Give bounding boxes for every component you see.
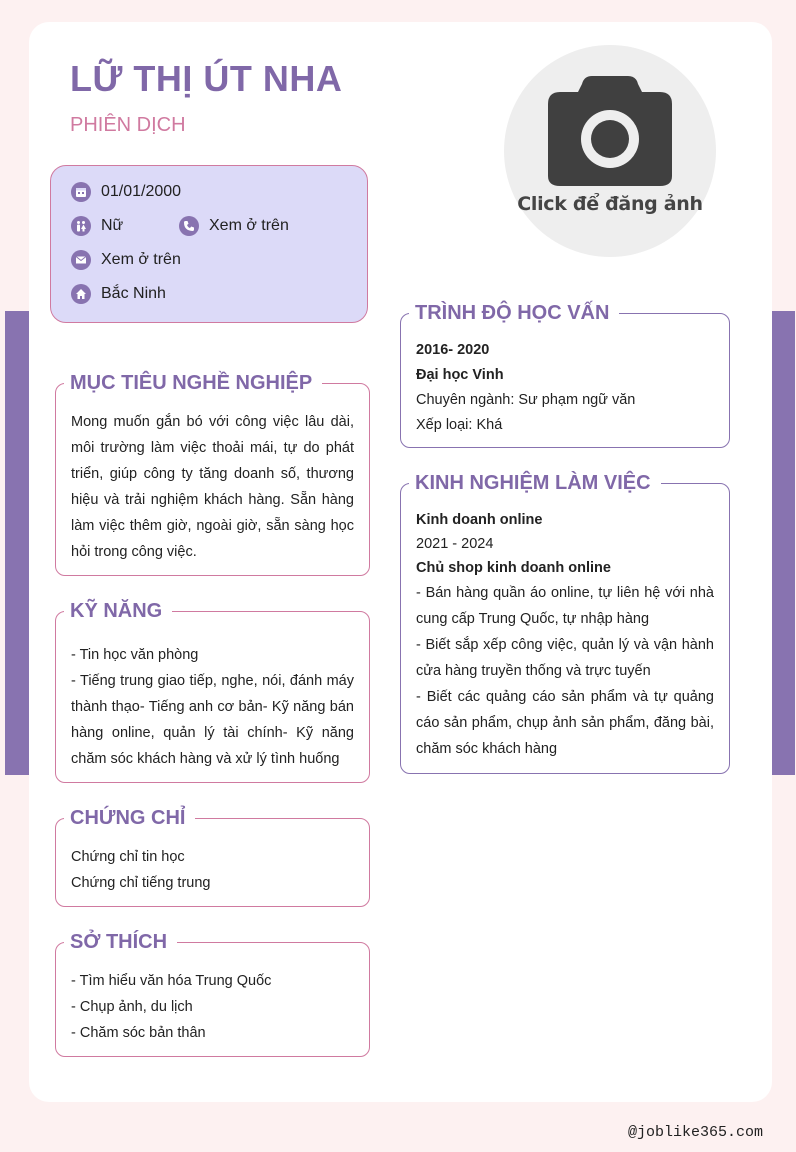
skills-item: - Tiếng trung giao tiếp, nghe, nói, đánh máy thành thạo- Tiếng anh cơ bản- Kỹ năng bán hàng online, quản lý tài chính- Kỹ năng chăm sóc khách hàng và xử lý tình huống <box>71 673 354 767</box>
objective-title: MỤC TIÊU NGHỀ NGHIỆP <box>64 370 322 396</box>
contact-gender <box>71 216 123 236</box>
education-period: 2016- 2020 <box>416 342 490 358</box>
contact-phone <box>179 216 289 236</box>
skills-section <box>55 600 370 783</box>
education-section <box>400 302 730 448</box>
experience-duty: - Biết các quảng cáo sản phẩm và tự quảng cáo sản phẩm, chụp ảnh sản phẩm, đăng bài, chăm sóc khách hàng <box>416 689 714 757</box>
skills-title: KỸ NĂNG <box>64 598 172 624</box>
objective-section <box>55 372 370 576</box>
contact-box <box>50 165 368 323</box>
hobbies-title: SỞ THÍCH <box>64 929 177 955</box>
certificates-title: CHỨNG CHỈ <box>64 805 195 831</box>
skills-item: - Tin học văn phòng <box>71 647 199 663</box>
certificate-item: Chứng chỉ tin học <box>71 849 185 865</box>
left-accent-band <box>5 311 29 775</box>
photo-upload[interactable] <box>504 45 716 257</box>
home-icon <box>71 284 91 304</box>
experience-period: 2021 - 2024 <box>416 536 494 552</box>
education-school: Đại học Vinh <box>416 367 504 383</box>
calendar-icon <box>71 182 91 202</box>
certificates-section <box>55 807 370 907</box>
contact-birthday-value: 01/01/2000 <box>101 183 182 200</box>
contact-email-value: Xem ở trên <box>101 251 181 268</box>
certificate-item: Chứng chỉ tiếng trung <box>71 875 211 891</box>
contact-birthday <box>71 182 181 202</box>
hobbies-section <box>55 931 370 1057</box>
photo-upload-label: Click để đăng ảnh <box>517 193 703 215</box>
education-major: Chuyên ngành: Sư phạm ngữ văn <box>416 392 636 408</box>
candidate-role: PHIÊN DỊCH <box>70 114 186 136</box>
contact-email <box>71 250 181 270</box>
hobby-item: - Chụp ảnh, du lịch <box>71 999 193 1015</box>
experience-position: Chủ shop kinh doanh online <box>416 560 611 576</box>
phone-icon <box>179 216 199 236</box>
experience-section <box>400 472 730 774</box>
contact-gender-value: Nữ <box>101 217 124 234</box>
contact-address <box>71 284 166 304</box>
camera-icon <box>546 76 674 188</box>
experience-company: Kinh doanh online <box>416 512 543 528</box>
contact-address-value: Bắc Ninh <box>101 285 166 302</box>
experience-title: KINH NGHIỆM LÀM VIỆC <box>409 470 661 496</box>
objective-text: Mong muốn gắn bó với công việc lâu dài, môi trường làm việc thoải mái, tự do phát triển, giúp công ty tăng doanh số, thương hiệu và trải nghiệm khách hàng. Sẵn hàng làm việc thêm giờ, ngoài giờ, sẵn sàng học hỏi trong công việc. <box>71 414 354 560</box>
hobby-item: - Chăm sóc bản thân <box>71 1025 206 1041</box>
right-accent-band <box>772 311 795 775</box>
experience-duty: - Biết sắp xếp công việc, quản lý và vận hành cửa hàng truyền thống và trực tuyến <box>416 637 714 679</box>
gender-icon <box>71 216 91 236</box>
candidate-name: LỮ THỊ ÚT NHA <box>70 58 343 99</box>
experience-duty: - Bán hàng quần áo online, tự liên hệ với nhà cung cấp Trung Quốc, tự nhập hàng <box>416 585 714 627</box>
footer-watermark: @joblike365.com <box>627 1124 763 1141</box>
education-title: TRÌNH ĐỘ HỌC VẤN <box>409 300 619 326</box>
contact-phone-value: Xem ở trên <box>209 217 289 234</box>
education-grade: Xếp loại: Khá <box>416 417 503 433</box>
mail-icon <box>71 250 91 270</box>
hobby-item: - Tìm hiểu văn hóa Trung Quốc <box>71 973 272 989</box>
